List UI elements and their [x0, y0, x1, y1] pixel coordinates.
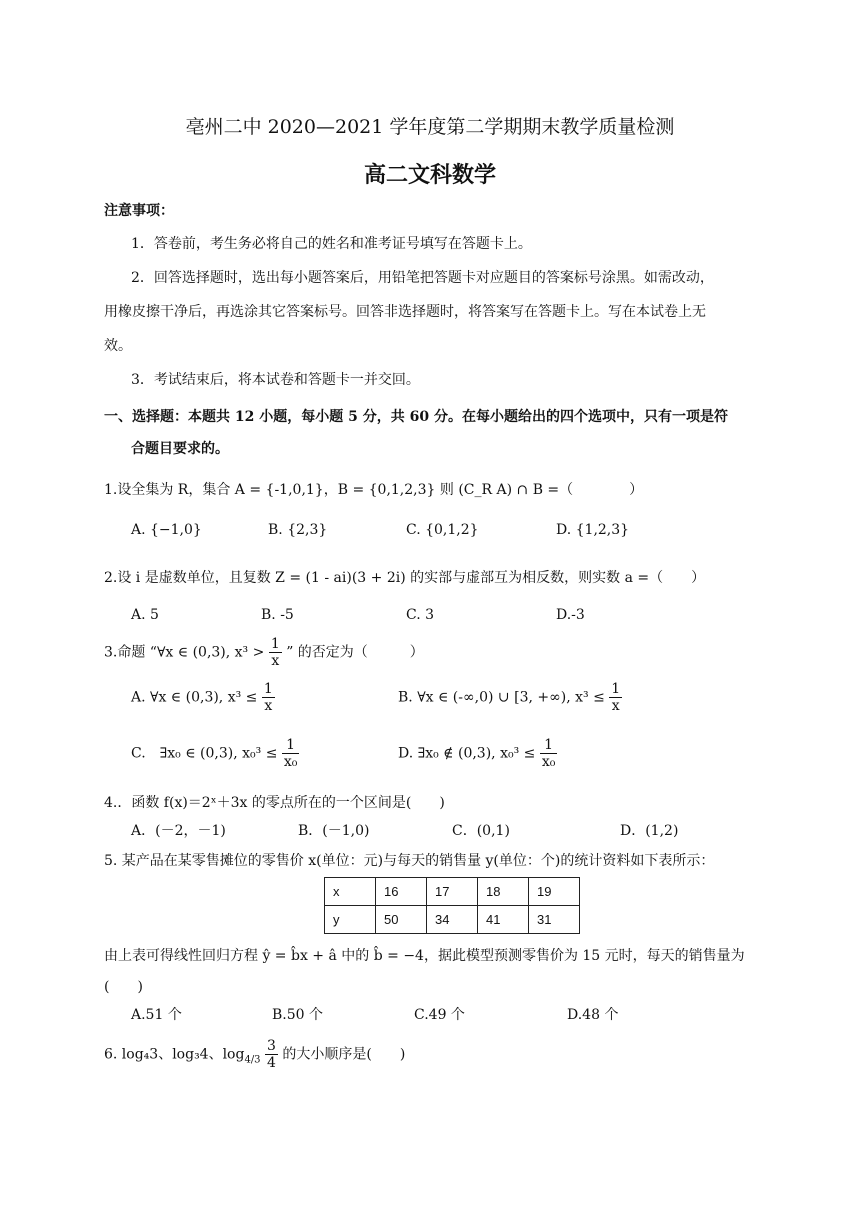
table-cell: x — [325, 878, 376, 906]
q3-stem-fraction: $\frac{1}{x}$ — [270, 636, 280, 669]
table-cell: 41 — [478, 906, 529, 934]
section-heading-line-1: 一、选择题：本题共 12 小题，每小题 5 分，共 60 分。在每小题给出的四个选项中，只有一项是符 — [104, 409, 728, 425]
table-cell: 16 — [376, 878, 427, 906]
q2-option-c: C. 3 — [406, 607, 435, 623]
q6-stem — [104, 1038, 405, 1071]
q3-option-a: A. ∀x ∈ (0,3), x³ ≤ $\frac{1}{x}$ — [131, 681, 273, 714]
table-cell: 18 — [478, 878, 529, 906]
q2-option-a: A. 5 — [131, 607, 159, 623]
q6-log-base: 4/3 — [244, 1054, 261, 1066]
q3-option-d-fraction: $\frac{1}{\text{x₀}}$ — [541, 737, 556, 770]
q1-option-d: D. {1,2,3} — [556, 522, 630, 538]
q2-option-d: D.-3 — [556, 607, 585, 623]
q1-option-c: C. {0,1,2} — [406, 522, 479, 538]
q4-option-c: C．(0,1) — [452, 823, 510, 839]
q3-stem-post: ” 的否定为（ ） — [286, 644, 424, 661]
table-row — [325, 906, 580, 934]
q1-option-b: B. {2,3} — [268, 522, 328, 538]
notice-item-1: 1．答卷前，考生务必将自己的姓名和准考证号填写在答题卡上。 — [131, 236, 532, 252]
q5-option-b: B.50 个 — [272, 1007, 324, 1023]
q5-line-3: ( ) — [104, 979, 143, 995]
q5-stem: 5. 某产品在某零售摊位的零售价 x(单位：元)与每天的销售量 y(单位：个)的统计资料如下表所示： — [104, 853, 715, 869]
q3-option-c-fraction: $\frac{1}{\text{x₀}}$ — [283, 737, 298, 770]
notice-item-3: 3．考试结束后，将本试卷和答题卡一并交回。 — [131, 372, 420, 388]
q5-option-a: A.51 个 — [131, 1007, 182, 1023]
q3-stem — [104, 636, 424, 669]
q6-stem-pre: 6. log₄3、log₃4、log — [104, 1046, 245, 1063]
q4-stem: 4.．函数 f(x)＝2ˣ＋3x 的零点所在的一个区间是( ) — [104, 795, 445, 811]
q3-option-b: B. ∀x ∈ (-∞,0) ∪ [3, +∞), x³ ≤ $\frac{1}{x}$ — [398, 681, 621, 714]
table-cell: 34 — [427, 906, 478, 934]
q6-stem-post: 的大小顺序是( ) — [282, 1046, 406, 1063]
q1-stem: 1.设全集为 R，集合 A = {-1,0,1}，B = {0,1,2,3} 则 (C_R A) ∩ B =（ ） — [104, 482, 644, 498]
q4-option-b: B．(－1,0) — [298, 823, 370, 839]
q3-stem-pre: 3.命题 “∀x ∈ (0,3), x³ > — [104, 644, 265, 661]
notice-heading: 注意事项： — [104, 203, 174, 219]
notice-item-2-line-2: 用橡皮擦干净后，再选涂其它答案标号。回答非选择题时，将答案写在答题卡上。写在本试卷上无 — [104, 304, 706, 320]
section-heading-line-2: 合题目要求的。 — [131, 441, 229, 457]
q3-option-b-fraction: $\frac{1}{x}$ — [611, 681, 621, 714]
q6-fraction: $\frac{3}{4}$ — [267, 1038, 276, 1071]
notice-item-2-line-3: 效。 — [104, 338, 132, 354]
q5-line-2: 由上表可得线性回归方程 ŷ = b̂x + â 中的 b̂ = −4，据此模型预测零售价为 15 元时，每天的销售量为 — [104, 948, 745, 964]
table-cell: 50 — [376, 906, 427, 934]
q2-stem: 2.设 i 是虚数单位，且复数 Z = (1 - ai)(3 + 2i) 的实部与虚部互为相反数，则实数 a =（ ） — [104, 570, 706, 586]
q3-option-d: D. ∃x₀ ∉ (0,3), x₀³ ≤ $\frac{1}{\text{x₀}}$ — [398, 737, 556, 770]
table-cell: 31 — [529, 906, 580, 934]
q3-option-c: C. ∃x₀ ∈ (0,3), x₀³ ≤ $\frac{1}{\text{x₀}}$ — [131, 737, 298, 770]
table-row — [325, 878, 580, 906]
q4-option-d: D．(1,2) — [620, 823, 679, 839]
table-cell: 17 — [427, 878, 478, 906]
price-sales-table — [324, 877, 580, 934]
table-cell: y — [325, 906, 376, 934]
exam-title: 亳州二中 2020—2021 学年度第二学期期末教学质量检测 — [185, 116, 675, 138]
q2-option-b: B. -5 — [261, 607, 294, 623]
exam-subtitle: 高二文科数学 — [363, 162, 496, 188]
table-cell: 19 — [529, 878, 580, 906]
q5-option-d: D.48 个 — [567, 1007, 619, 1023]
notice-item-2-line-1: 2．回答选择题时，选出每小题答案后，用铅笔把答题卡对应题目的答案标号涂黑。如需改动， — [131, 270, 714, 286]
q1-option-a: A. {−1,0} — [131, 522, 202, 538]
q3-option-a-fraction: $\frac{1}{x}$ — [263, 681, 273, 714]
q4-option-a: A．(－2，－1) — [131, 823, 226, 839]
q5-option-c: C.49 个 — [414, 1007, 465, 1023]
